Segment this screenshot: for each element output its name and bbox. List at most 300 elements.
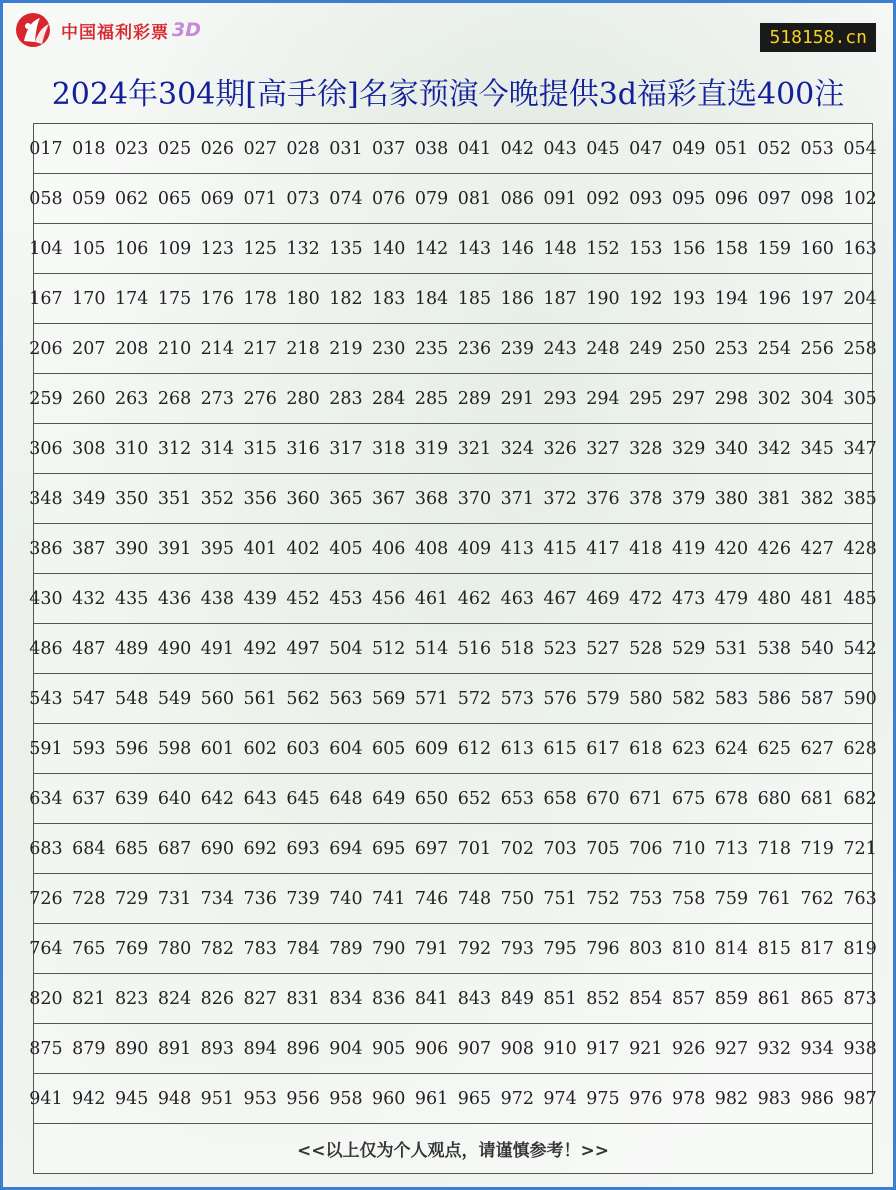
number-cell: 694 bbox=[329, 838, 363, 859]
number-cell: 370 bbox=[457, 488, 492, 509]
number-cell: 350 bbox=[114, 488, 149, 509]
number-cell: 540 bbox=[800, 638, 834, 659]
lottery-logo bbox=[11, 11, 201, 49]
number-cell: 810 bbox=[671, 938, 706, 959]
number-cell: 038 bbox=[414, 138, 449, 159]
number-cell: 163 bbox=[843, 238, 877, 259]
number-cell: 571 bbox=[414, 688, 449, 709]
number-cell: 308 bbox=[72, 438, 106, 459]
number-cell: 613 bbox=[500, 738, 534, 759]
number-cell: 312 bbox=[157, 438, 192, 459]
number-cell: 790 bbox=[372, 938, 406, 959]
number-cell: 529 bbox=[671, 638, 706, 659]
number-cell: 891 bbox=[157, 1038, 192, 1059]
number-cell: 671 bbox=[629, 788, 663, 809]
number-cell: 951 bbox=[200, 1088, 235, 1109]
number-cell: 618 bbox=[629, 738, 663, 759]
number-cell: 908 bbox=[500, 1038, 534, 1059]
number-cell: 504 bbox=[329, 638, 363, 659]
number-cell: 793 bbox=[500, 938, 534, 959]
number-cell: 873 bbox=[843, 988, 877, 1009]
number-cell: 041 bbox=[457, 138, 492, 159]
number-cell: 658 bbox=[543, 788, 577, 809]
number-cell: 378 bbox=[629, 488, 663, 509]
number-cell: 243 bbox=[543, 338, 577, 359]
number-cell: 360 bbox=[286, 488, 320, 509]
number-cell: 543 bbox=[29, 688, 63, 709]
number-cell: 642 bbox=[200, 788, 235, 809]
number-cell: 697 bbox=[414, 838, 449, 859]
number-cell: 314 bbox=[200, 438, 235, 459]
number-cell: 092 bbox=[586, 188, 620, 209]
number-cell: 612 bbox=[457, 738, 492, 759]
number-cell: 827 bbox=[243, 988, 277, 1009]
number-cell: 098 bbox=[800, 188, 834, 209]
number-cell: 105 bbox=[72, 238, 106, 259]
number-cell: 387 bbox=[72, 538, 106, 559]
number-cell: 603 bbox=[286, 738, 320, 759]
number-cell: 685 bbox=[114, 838, 149, 859]
number-cell: 731 bbox=[157, 888, 192, 909]
number-cell: 273 bbox=[200, 388, 235, 409]
number-cell: 965 bbox=[457, 1088, 492, 1109]
number-cell: 548 bbox=[114, 688, 149, 709]
number-cell: 401 bbox=[243, 538, 277, 559]
number-cell: 059 bbox=[72, 188, 106, 209]
number-cell: 321 bbox=[457, 438, 492, 459]
number-cell: 254 bbox=[757, 338, 792, 359]
number-cell: 718 bbox=[757, 838, 792, 859]
number-cell: 106 bbox=[114, 238, 149, 259]
number-cell: 180 bbox=[286, 288, 320, 309]
number-cell: 609 bbox=[414, 738, 449, 759]
number-cell: 726 bbox=[29, 888, 63, 909]
number-cell: 146 bbox=[500, 238, 534, 259]
number-cell: 728 bbox=[72, 888, 106, 909]
number-cell: 763 bbox=[843, 888, 877, 909]
number-cell: 905 bbox=[372, 1038, 406, 1059]
number-cell: 562 bbox=[286, 688, 320, 709]
number-cell: 854 bbox=[629, 988, 663, 1009]
number-cell: 183 bbox=[372, 288, 406, 309]
number-cell: 204 bbox=[843, 288, 877, 309]
number-row bbox=[29, 624, 877, 674]
number-cell: 153 bbox=[629, 238, 663, 259]
number-cell: 249 bbox=[629, 338, 663, 359]
number-cell: 921 bbox=[629, 1038, 663, 1059]
number-row bbox=[29, 824, 877, 874]
number-cell: 058 bbox=[29, 188, 63, 209]
number-cell: 894 bbox=[243, 1038, 277, 1059]
number-cell: 604 bbox=[329, 738, 363, 759]
number-cell: 347 bbox=[843, 438, 877, 459]
number-cell: 736 bbox=[243, 888, 277, 909]
number-cell: 819 bbox=[843, 938, 877, 959]
number-cell: 910 bbox=[543, 1038, 577, 1059]
number-cell: 783 bbox=[243, 938, 277, 959]
number-cell: 851 bbox=[543, 988, 577, 1009]
number-cell: 160 bbox=[800, 238, 834, 259]
number-cell: 178 bbox=[243, 288, 277, 309]
number-cell: 315 bbox=[243, 438, 277, 459]
number-cell: 759 bbox=[714, 888, 749, 909]
number-cell: 987 bbox=[843, 1088, 877, 1109]
number-cell: 352 bbox=[200, 488, 235, 509]
number-cell: 187 bbox=[543, 288, 577, 309]
number-cell: 907 bbox=[457, 1038, 492, 1059]
number-cell: 823 bbox=[114, 988, 149, 1009]
number-cell: 051 bbox=[714, 138, 749, 159]
number-cell: 789 bbox=[329, 938, 363, 959]
number-cell: 065 bbox=[157, 188, 192, 209]
number-cell: 093 bbox=[629, 188, 663, 209]
number-cell: 405 bbox=[329, 538, 363, 559]
number-cell: 185 bbox=[457, 288, 492, 309]
number-cell: 782 bbox=[200, 938, 235, 959]
number-cell: 097 bbox=[757, 188, 792, 209]
number-row bbox=[29, 974, 877, 1024]
welfare-lottery-icon bbox=[11, 11, 57, 49]
number-cell: 260 bbox=[72, 388, 106, 409]
number-cell: 054 bbox=[843, 138, 877, 159]
number-cell: 652 bbox=[457, 788, 492, 809]
number-cell: 415 bbox=[543, 538, 577, 559]
number-cell: 752 bbox=[586, 888, 620, 909]
number-row bbox=[29, 774, 877, 824]
number-cell: 208 bbox=[114, 338, 149, 359]
number-cell: 792 bbox=[457, 938, 492, 959]
number-cell: 439 bbox=[243, 588, 277, 609]
number-cell: 580 bbox=[629, 688, 663, 709]
number-cell: 527 bbox=[586, 638, 620, 659]
number-cell: 692 bbox=[243, 838, 277, 859]
number-cell: 953 bbox=[243, 1088, 277, 1109]
number-cell: 017 bbox=[29, 138, 63, 159]
number-cell: 596 bbox=[114, 738, 149, 759]
number-cell: 453 bbox=[329, 588, 363, 609]
number-cell: 817 bbox=[800, 938, 834, 959]
number-cell: 702 bbox=[500, 838, 534, 859]
number-cell: 349 bbox=[72, 488, 106, 509]
number-cell: 547 bbox=[72, 688, 106, 709]
number-cell: 248 bbox=[586, 338, 620, 359]
number-cell: 217 bbox=[243, 338, 277, 359]
number-cell: 561 bbox=[243, 688, 277, 709]
number-cell: 196 bbox=[757, 288, 792, 309]
number-cell: 456 bbox=[372, 588, 406, 609]
number-cell: 795 bbox=[543, 938, 577, 959]
number-cell: 729 bbox=[114, 888, 149, 909]
number-cell: 820 bbox=[29, 988, 63, 1009]
number-cell: 762 bbox=[800, 888, 834, 909]
number-cell: 259 bbox=[29, 388, 63, 409]
number-cell: 695 bbox=[372, 838, 406, 859]
number-cell: 938 bbox=[843, 1038, 877, 1059]
number-cell: 074 bbox=[329, 188, 363, 209]
number-cell: 573 bbox=[500, 688, 534, 709]
number-cell: 218 bbox=[286, 338, 320, 359]
number-cell: 192 bbox=[629, 288, 663, 309]
number-cell: 142 bbox=[414, 238, 449, 259]
number-cell: 125 bbox=[243, 238, 277, 259]
number-cell: 081 bbox=[457, 188, 492, 209]
number-cell: 408 bbox=[414, 538, 449, 559]
number-cell: 379 bbox=[671, 488, 706, 509]
number-cell: 418 bbox=[629, 538, 663, 559]
number-cell: 385 bbox=[843, 488, 877, 509]
number-cell: 490 bbox=[157, 638, 192, 659]
number-cell: 719 bbox=[800, 838, 834, 859]
number-cell: 945 bbox=[114, 1088, 149, 1109]
number-cell: 683 bbox=[29, 838, 63, 859]
number-cell: 701 bbox=[457, 838, 492, 859]
number-cell: 376 bbox=[586, 488, 620, 509]
number-cell: 489 bbox=[114, 638, 149, 659]
number-cell: 184 bbox=[414, 288, 449, 309]
number-cell: 170 bbox=[72, 288, 106, 309]
number-cell: 748 bbox=[457, 888, 492, 909]
number-cell: 091 bbox=[543, 188, 577, 209]
number-cell: 972 bbox=[500, 1088, 534, 1109]
number-cell: 310 bbox=[114, 438, 149, 459]
number-cell: 687 bbox=[157, 838, 192, 859]
number-row bbox=[29, 274, 877, 324]
number-cell: 758 bbox=[671, 888, 706, 909]
number-cell: 285 bbox=[414, 388, 449, 409]
number-cell: 368 bbox=[414, 488, 449, 509]
number-cell: 467 bbox=[543, 588, 577, 609]
number-cell: 214 bbox=[200, 338, 235, 359]
number-cell: 634 bbox=[29, 788, 63, 809]
number-cell: 324 bbox=[500, 438, 534, 459]
number-row bbox=[29, 324, 877, 374]
number-cell: 481 bbox=[800, 588, 834, 609]
number-cell: 469 bbox=[586, 588, 620, 609]
number-cell: 409 bbox=[457, 538, 492, 559]
number-cell: 653 bbox=[500, 788, 534, 809]
number-cell: 852 bbox=[586, 988, 620, 1009]
number-cell: 643 bbox=[243, 788, 277, 809]
number-cell: 934 bbox=[800, 1038, 834, 1059]
number-cell: 305 bbox=[843, 388, 877, 409]
number-cell: 268 bbox=[157, 388, 192, 409]
number-cell: 703 bbox=[543, 838, 577, 859]
number-cell: 843 bbox=[457, 988, 492, 1009]
number-cell: 582 bbox=[671, 688, 706, 709]
number-cell: 356 bbox=[243, 488, 277, 509]
number-cell: 721 bbox=[843, 838, 877, 859]
number-cell: 769 bbox=[114, 938, 149, 959]
number-cell: 865 bbox=[800, 988, 834, 1009]
number-cell: 514 bbox=[414, 638, 449, 659]
number-cell: 026 bbox=[200, 138, 235, 159]
number-row bbox=[29, 1024, 877, 1074]
number-cell: 463 bbox=[500, 588, 534, 609]
number-cell: 645 bbox=[286, 788, 320, 809]
number-cell: 841 bbox=[414, 988, 449, 1009]
number-cell: 587 bbox=[800, 688, 834, 709]
number-cell: 302 bbox=[757, 388, 792, 409]
number-cell: 492 bbox=[243, 638, 277, 659]
number-cell: 479 bbox=[714, 588, 749, 609]
number-cell: 342 bbox=[757, 438, 792, 459]
number-cell: 206 bbox=[29, 338, 63, 359]
number-cell: 317 bbox=[329, 438, 363, 459]
number-cell: 739 bbox=[286, 888, 320, 909]
footer-note: <<以上仅为个人观点，请谨慎参考！>> bbox=[33, 1123, 873, 1174]
number-cell: 382 bbox=[800, 488, 834, 509]
number-cell: 380 bbox=[714, 488, 749, 509]
number-cell: 293 bbox=[543, 388, 577, 409]
number-cell: 263 bbox=[114, 388, 149, 409]
number-cell: 961 bbox=[414, 1088, 449, 1109]
number-cell: 367 bbox=[372, 488, 406, 509]
number-cell: 318 bbox=[372, 438, 406, 459]
number-cell: 045 bbox=[586, 138, 620, 159]
number-cell: 158 bbox=[714, 238, 749, 259]
number-cell: 327 bbox=[586, 438, 620, 459]
number-cell: 193 bbox=[671, 288, 706, 309]
number-cell: 306 bbox=[29, 438, 63, 459]
number-cell: 053 bbox=[800, 138, 834, 159]
number-cell: 516 bbox=[457, 638, 492, 659]
number-cell: 123 bbox=[200, 238, 235, 259]
number-cell: 487 bbox=[72, 638, 106, 659]
number-cell: 523 bbox=[543, 638, 577, 659]
number-cell: 602 bbox=[243, 738, 277, 759]
number-cell: 109 bbox=[157, 238, 192, 259]
number-cell: 473 bbox=[671, 588, 706, 609]
number-cell: 135 bbox=[329, 238, 363, 259]
number-cell: 538 bbox=[757, 638, 792, 659]
number-cell: 628 bbox=[843, 738, 877, 759]
number-cell: 956 bbox=[286, 1088, 320, 1109]
number-cell: 023 bbox=[114, 138, 149, 159]
number-cell: 761 bbox=[757, 888, 792, 909]
number-cell: 875 bbox=[29, 1038, 63, 1059]
number-cell: 740 bbox=[329, 888, 363, 909]
number-cell: 326 bbox=[543, 438, 577, 459]
number-cell: 461 bbox=[414, 588, 449, 609]
number-cell: 976 bbox=[629, 1088, 663, 1109]
number-cell: 605 bbox=[372, 738, 406, 759]
number-cell: 741 bbox=[372, 888, 406, 909]
number-cell: 528 bbox=[629, 638, 663, 659]
number-cell: 371 bbox=[500, 488, 534, 509]
number-cell: 207 bbox=[72, 338, 106, 359]
number-cell: 174 bbox=[114, 288, 149, 309]
number-cell: 037 bbox=[372, 138, 406, 159]
number-cell: 560 bbox=[200, 688, 235, 709]
number-cell: 028 bbox=[286, 138, 320, 159]
number-cell: 298 bbox=[714, 388, 749, 409]
number-cell: 932 bbox=[757, 1038, 792, 1059]
number-cell: 348 bbox=[29, 488, 63, 509]
number-cell: 824 bbox=[157, 988, 192, 1009]
number-cell: 765 bbox=[72, 938, 106, 959]
number-cell: 780 bbox=[157, 938, 192, 959]
number-cell: 486 bbox=[29, 638, 63, 659]
number-cell: 497 bbox=[286, 638, 320, 659]
number-cell: 978 bbox=[671, 1088, 706, 1109]
number-cell: 598 bbox=[157, 738, 192, 759]
number-cell: 746 bbox=[414, 888, 449, 909]
number-row bbox=[29, 374, 877, 424]
number-cell: 295 bbox=[629, 388, 663, 409]
number-row bbox=[29, 124, 877, 174]
number-cell: 678 bbox=[714, 788, 749, 809]
number-cell: 176 bbox=[200, 288, 235, 309]
number-cell: 879 bbox=[72, 1038, 106, 1059]
number-cell: 890 bbox=[114, 1038, 149, 1059]
number-cell: 432 bbox=[72, 588, 106, 609]
number-cell: 803 bbox=[629, 938, 663, 959]
number-cell: 650 bbox=[414, 788, 449, 809]
number-cell: 859 bbox=[714, 988, 749, 1009]
number-cell: 190 bbox=[586, 288, 620, 309]
number-cell: 814 bbox=[714, 938, 749, 959]
number-cell: 175 bbox=[157, 288, 192, 309]
number-cell: 472 bbox=[629, 588, 663, 609]
number-cell: 675 bbox=[671, 788, 706, 809]
number-cell: 291 bbox=[500, 388, 534, 409]
number-cell: 706 bbox=[629, 838, 663, 859]
number-row bbox=[29, 574, 877, 624]
number-cell: 042 bbox=[500, 138, 534, 159]
number-cell: 693 bbox=[286, 838, 320, 859]
number-cell: 579 bbox=[586, 688, 620, 709]
number-cell: 417 bbox=[586, 538, 620, 559]
number-cell: 583 bbox=[714, 688, 749, 709]
number-cell: 572 bbox=[457, 688, 492, 709]
number-cell: 831 bbox=[286, 988, 320, 1009]
number-cell: 834 bbox=[329, 988, 363, 1009]
number-cell: 542 bbox=[843, 638, 877, 659]
number-cell: 182 bbox=[329, 288, 363, 309]
number-cell: 637 bbox=[72, 788, 106, 809]
number-cell: 283 bbox=[329, 388, 363, 409]
number-cell: 438 bbox=[200, 588, 235, 609]
number-cell: 297 bbox=[671, 388, 706, 409]
number-cell: 750 bbox=[500, 888, 534, 909]
number-cell: 132 bbox=[286, 238, 320, 259]
number-cell: 983 bbox=[757, 1088, 792, 1109]
number-cell: 926 bbox=[671, 1038, 706, 1059]
number-cell: 284 bbox=[372, 388, 406, 409]
number-row bbox=[29, 524, 877, 574]
number-cell: 836 bbox=[372, 988, 406, 1009]
number-cell: 256 bbox=[800, 338, 834, 359]
number-cell: 328 bbox=[629, 438, 663, 459]
number-row bbox=[29, 474, 877, 524]
number-cell: 861 bbox=[757, 988, 792, 1009]
number-cell: 615 bbox=[543, 738, 577, 759]
site-badge[interactable]: 518158.cn bbox=[760, 23, 876, 52]
number-cell: 049 bbox=[671, 138, 706, 159]
number-cell: 235 bbox=[414, 338, 449, 359]
logo-text: 中国福利彩票 bbox=[61, 22, 169, 43]
number-cell: 148 bbox=[543, 238, 577, 259]
number-cell: 381 bbox=[757, 488, 792, 509]
number-cell: 076 bbox=[372, 188, 406, 209]
number-cell: 156 bbox=[671, 238, 706, 259]
number-cell: 960 bbox=[372, 1088, 406, 1109]
number-cell: 289 bbox=[457, 388, 492, 409]
number-cell: 018 bbox=[72, 138, 106, 159]
number-cell: 941 bbox=[29, 1088, 63, 1109]
number-row bbox=[29, 874, 877, 924]
number-cell: 386 bbox=[29, 538, 63, 559]
